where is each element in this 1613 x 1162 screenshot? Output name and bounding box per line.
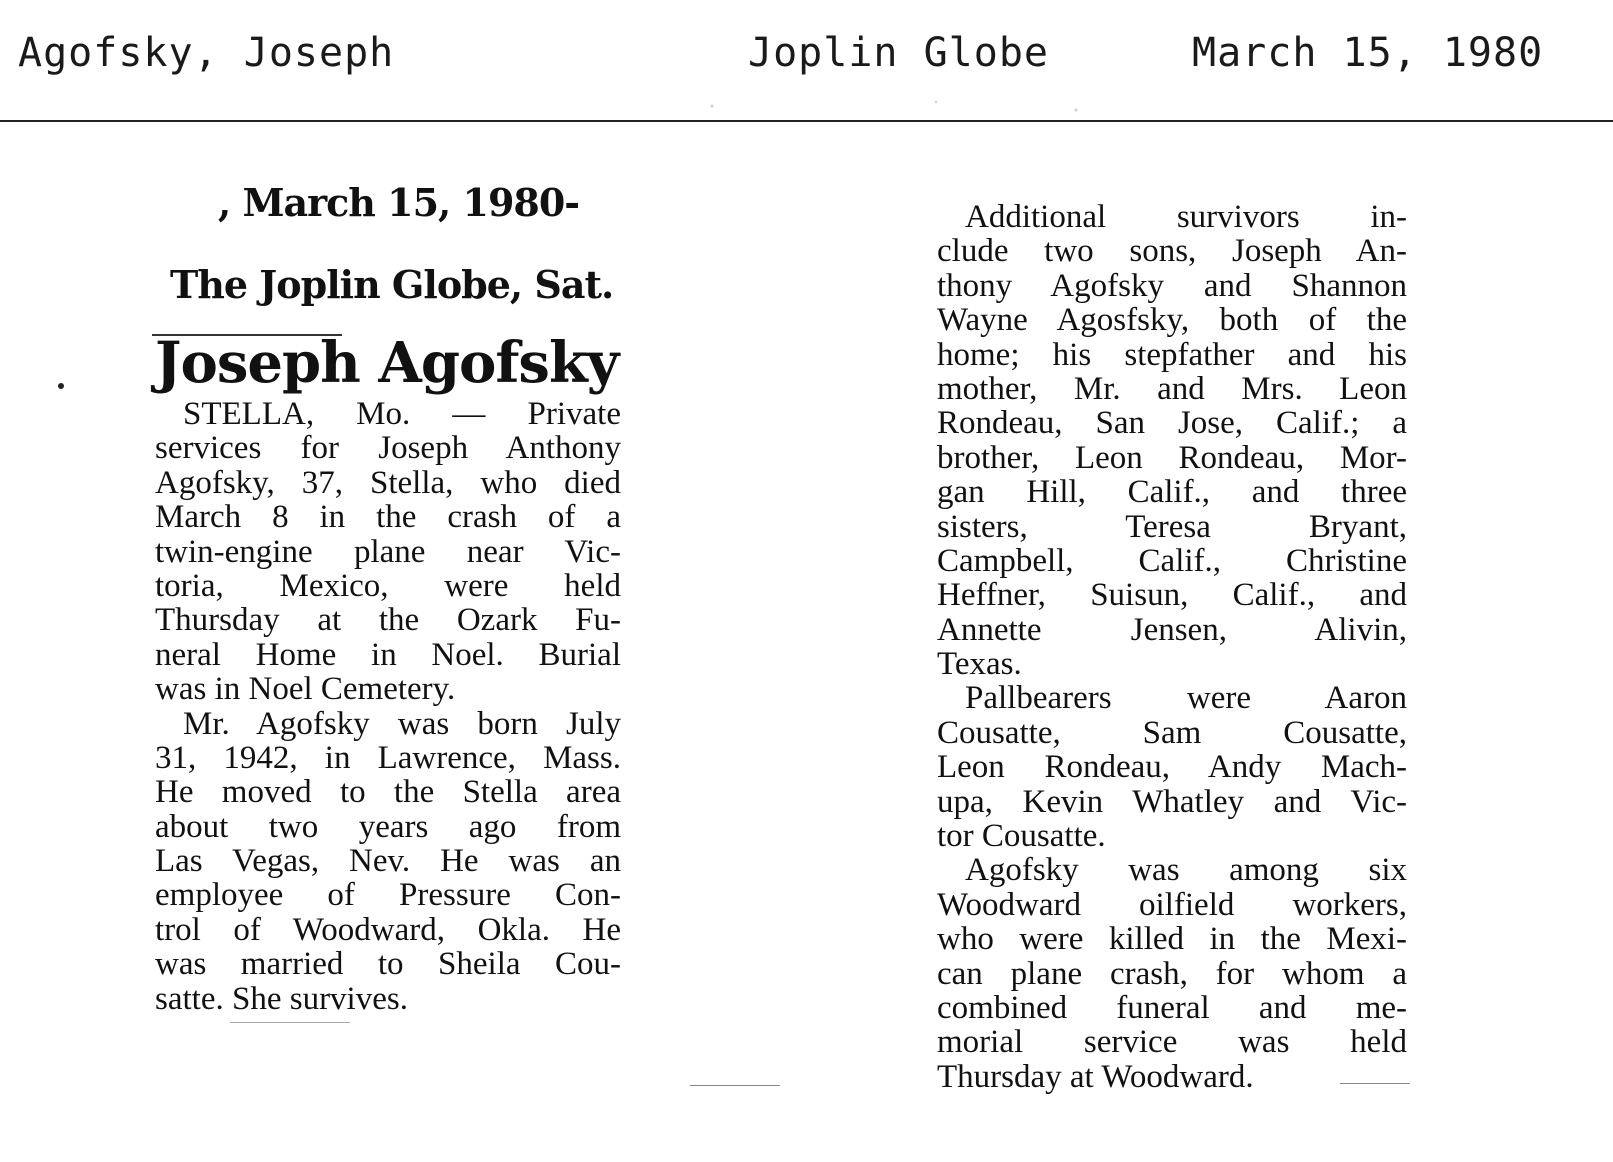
text-line: STELLA, Mo. — Private: [183, 396, 621, 432]
scan-dash: [230, 1022, 350, 1023]
text-line: twin-engine plane near Vic-: [155, 533, 621, 570]
text-line: services for Joseph Anthony: [155, 430, 621, 467]
text-line: Rondeau, San Jose, Calif.; a: [937, 405, 1407, 442]
text-line: upa, Kevin Whatley and Vic-: [937, 783, 1407, 820]
right-column: [937, 200, 1407, 1094]
newspaper-name: Joplin Globe: [748, 30, 1049, 76]
text-line: gan Hill, Calif., and three: [937, 474, 1407, 511]
text-line: Campbell, Calif., Christine: [937, 542, 1407, 579]
text-line: Additional survivors in-: [965, 199, 1407, 235]
text-line: Thursday at Woodward.: [937, 1058, 1254, 1095]
text-line: employee of Pressure Con-: [155, 877, 621, 914]
publication-date: March 15, 1980: [1192, 30, 1544, 76]
text-line: brother, Leon Rondeau, Mor-: [937, 439, 1407, 476]
left-column: [155, 397, 621, 1016]
text-line: neral Home in Noel. Burial: [155, 636, 621, 673]
text-line: Mr. Agofsky was born July: [183, 705, 621, 742]
header-rule: [0, 120, 1613, 122]
obituary-headline: Joseph Agofsky: [155, 330, 619, 396]
text-line: Leon Rondeau, Andy Mach-: [937, 749, 1407, 786]
clipping-dateline: , March 15, 1980-: [218, 180, 580, 225]
text-line: Pallbearers were Aaron: [965, 680, 1407, 717]
text-line: trol of Woodward, Okla. He: [155, 911, 621, 948]
text-line: March 8 in the crash of a: [155, 499, 621, 536]
text-line: thony Agofsky and Shannon: [937, 267, 1407, 304]
text-line: about two years ago from: [155, 808, 621, 845]
text-line: Cousatte, Sam Cousatte,: [937, 714, 1407, 751]
text-line: Las Vegas, Nev. He was an: [155, 843, 621, 880]
text-line: clude two sons, Joseph An-: [937, 233, 1407, 270]
text-line: Heffner, Suisun, Calif., and: [937, 577, 1407, 614]
text-line: sisters, Teresa Bryant,: [937, 508, 1407, 545]
text-line: He moved to the Stella area: [155, 774, 621, 811]
text-line: was married to Sheila Cou-: [155, 946, 621, 983]
text-line: satte. She survives.: [155, 980, 408, 1017]
text-line: combined funeral and me-: [937, 989, 1407, 1026]
text-line: mother, Mr. and Mrs. Leon: [937, 370, 1407, 407]
text-line: Thursday at the Ozark Fu-: [155, 602, 621, 639]
clipping-paper: The Joplin Globe, Sat.: [170, 262, 614, 307]
text-line: who were killed in the Mexi-: [937, 921, 1407, 958]
text-line: toria, Mexico, were held: [155, 567, 621, 604]
scan-speck: [58, 383, 64, 389]
scan-dash: [1340, 1083, 1410, 1084]
text-line: morial service was held: [937, 1024, 1407, 1061]
text-line: was in Noel Cemetery.: [155, 671, 456, 708]
scan-noise: [600, 96, 1160, 116]
text-line: tor Cousatte.: [937, 818, 1106, 855]
text-line: Woodward oilfield workers,: [937, 886, 1407, 923]
text-line: Annette Jensen, Alivin,: [937, 611, 1407, 648]
text-line: home; his stepfather and his: [937, 336, 1407, 373]
text-line: 31, 1942, in Lawrence, Mass.: [155, 739, 621, 776]
text-line: Texas.: [937, 646, 1022, 683]
text-line: Agofsky was among six: [965, 852, 1407, 889]
subject-name: Agofsky, Joseph: [18, 30, 395, 76]
text-line: Wayne Agosfsky, both of the: [937, 302, 1407, 339]
text-line: Agofsky, 37, Stella, who died: [155, 464, 621, 501]
text-line: can plane crash, for whom a: [937, 955, 1407, 992]
scan-dash: [690, 1085, 780, 1086]
